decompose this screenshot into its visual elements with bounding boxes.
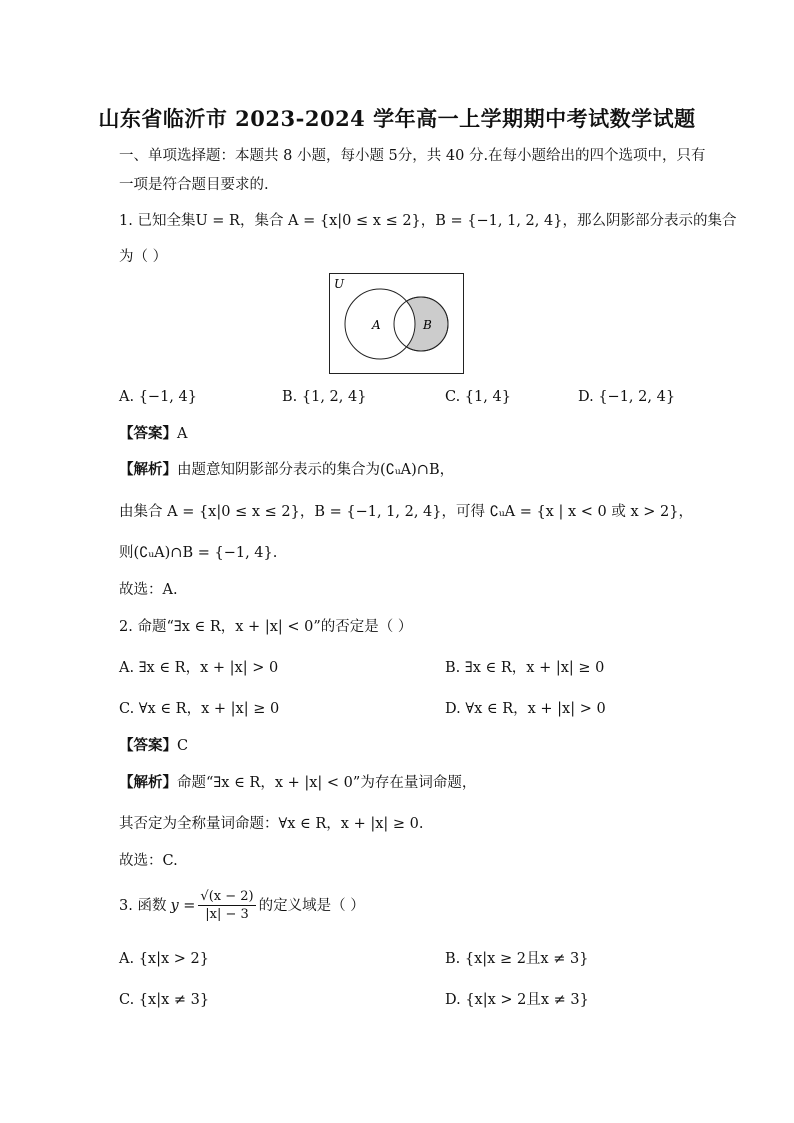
q1-answer-tag: 【答案】	[119, 425, 177, 442]
q2-analysis-1	[119, 773, 476, 793]
q3-option-b: B. {x|x ≥ 2且x ≠ 3}	[445, 951, 589, 967]
q1-option-c: C. {1, 4}	[445, 389, 511, 405]
venn-universe-label: U	[334, 277, 345, 291]
q1-conclusion: 故选：A.	[119, 582, 178, 598]
venn-set-a-label: A	[372, 318, 381, 332]
section-instructions-line2: 一项是符合题目要求的.	[119, 177, 269, 193]
q3-stem-var: y =	[170, 897, 196, 914]
q2-answer-value: C	[177, 738, 189, 754]
q1-stem-line2: 为（ ）	[119, 249, 168, 265]
q2-stem: 2. 命题“∃x ∈ R，x + |x| < 0”的否定是（ ）	[119, 619, 413, 635]
q1-answer	[119, 424, 187, 444]
q3-stem	[119, 888, 365, 923]
venn-set-b-label: B	[423, 318, 432, 332]
q2-analysis-2: 其否定为全称量词命题：∀x ∈ R，x + |x| ≥ 0.	[119, 816, 424, 832]
q1-analysis-1	[119, 460, 454, 480]
q2-conclusion: 故选：C.	[119, 853, 178, 869]
q3-denominator: |x| − 3	[205, 907, 249, 922]
q2-option-c: C. ∀x ∈ R，x + |x| ≥ 0	[119, 701, 280, 717]
q1-option-b: B. {1, 2, 4}	[282, 389, 367, 405]
q3-stem-prefix: 3. 函数	[119, 897, 167, 914]
q3-option-a: A. {x|x > 2}	[119, 951, 209, 967]
q2-option-b: B. ∃x ∈ R，x + |x| ≥ 0	[445, 660, 605, 676]
q2-answer-tag: 【答案】	[119, 737, 177, 754]
q1-option-d: D. {−1, 2, 4}	[578, 389, 676, 405]
q1-stem-line1: 1. 已知全集U = R，集合 A = {x|0 ≤ x ≤ 2}，B = {−1, 1, 2, 4}，那么阴影部分表示的集合	[119, 213, 737, 229]
q3-option-c: C. {x|x ≠ 3}	[119, 992, 210, 1008]
q2-answer	[119, 736, 188, 756]
q2-option-a: A. ∃x ∈ R，x + |x| > 0	[119, 660, 279, 676]
q1-analysis-2: 由集合 A = {x|0 ≤ x ≤ 2}，B = {−1, 1, 2, 4}，可得 ∁ᵤA = {x | x < 0 或 x > 2}，	[119, 504, 693, 520]
q3-numerator: √(x − 2)	[200, 889, 254, 904]
q1-analysis-3: 则(∁ᵤA)∩B = {−1, 4}.	[119, 545, 278, 561]
q1-analysis-tag: 【解析】	[119, 461, 177, 478]
q2-analysis-text-1: 命题“∃x ∈ R，x + |x| < 0”为存在量词命题，	[177, 775, 477, 791]
venn-diagram	[329, 273, 464, 374]
q3-option-d: D. {x|x > 2且x ≠ 3}	[445, 992, 589, 1008]
q1-answer-value: A	[177, 426, 188, 442]
page-title: 山东省临沂市 2023-2024 学年高一上学期期中考试数学试题	[98, 106, 696, 131]
q2-analysis-tag: 【解析】	[119, 774, 177, 791]
q1-analysis-text-1: 由题意知阴影部分表示的集合为(∁ᵤA)∩B，	[177, 462, 455, 478]
q3-fraction	[198, 888, 255, 923]
q3-stem-suffix: 的定义域是（ ）	[258, 897, 365, 914]
q1-option-a: A. {−1, 4}	[119, 389, 197, 405]
q2-option-d: D. ∀x ∈ R，x + |x| > 0	[445, 701, 606, 717]
section-instructions-line1: 一、单项选择题：本题共 8 小题，每小题 5分，共 40 分.在每小题给出的四个选项中，只有	[119, 148, 706, 164]
